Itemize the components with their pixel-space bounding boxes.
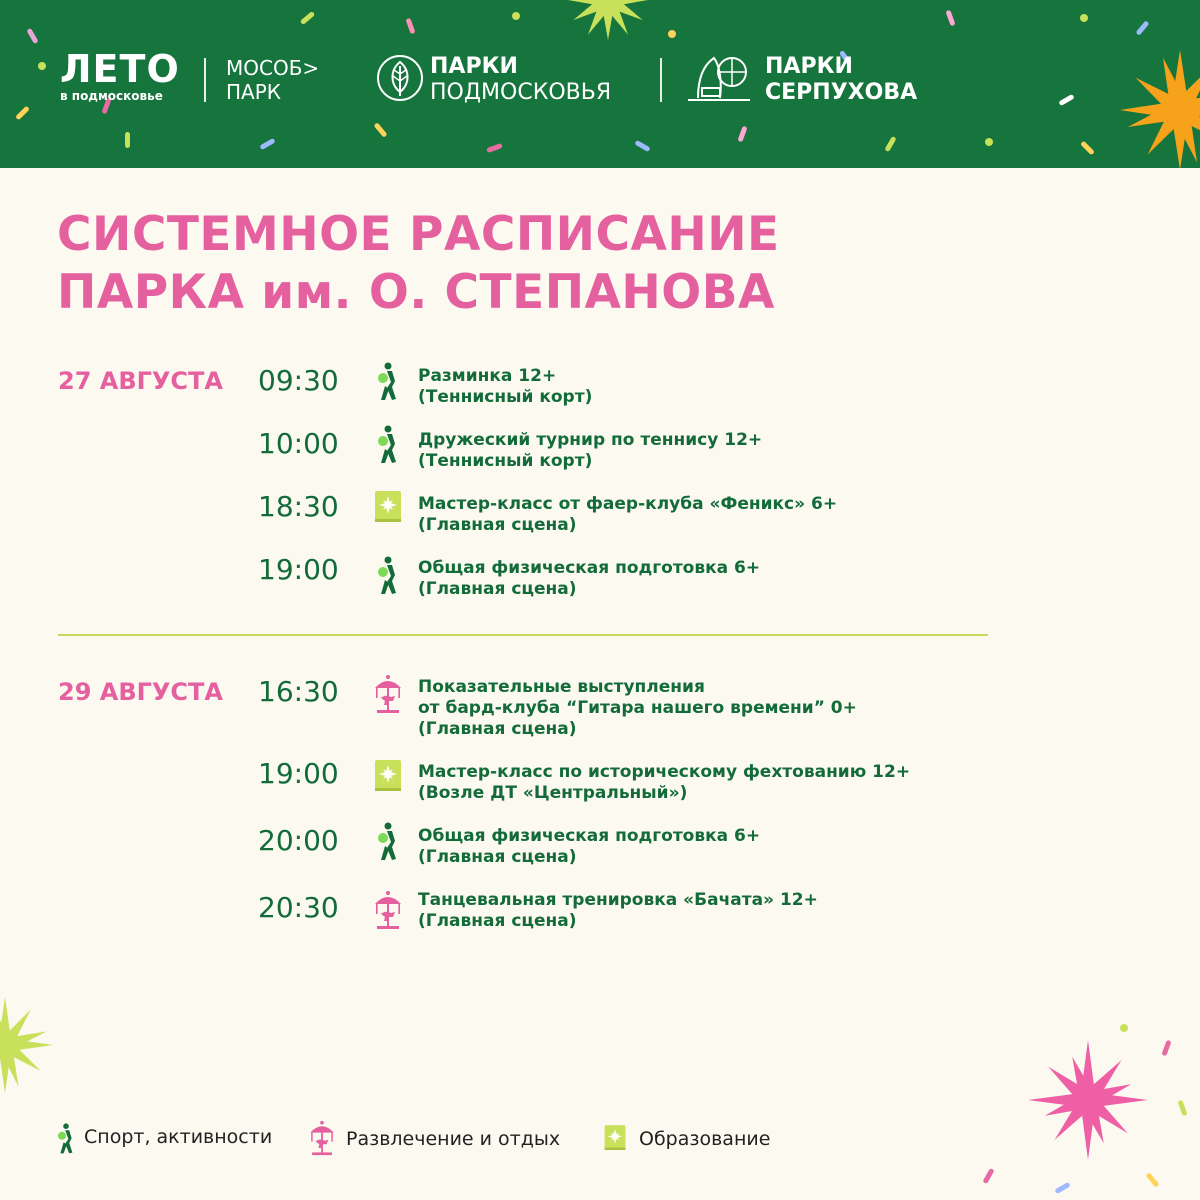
education-icon (373, 487, 403, 527)
confetti (300, 11, 315, 25)
event-time: 10:00 (258, 427, 339, 460)
confetti (1161, 1040, 1171, 1057)
parki-podmoskovya-line2: ПОДМОСКОВЬЯ (430, 80, 612, 105)
event-time: 20:00 (258, 824, 339, 857)
event-title: Разминка 12+ (418, 366, 557, 386)
confetti-dot (1120, 1024, 1128, 1032)
event-location: (Главная сцена) (418, 579, 577, 599)
leaf-icon (376, 54, 424, 102)
confetti (405, 18, 415, 35)
entertainment-icon (373, 674, 403, 714)
event-time: 18:30 (258, 490, 339, 523)
legend-education (603, 1122, 803, 1156)
event-description (418, 762, 910, 804)
confetti-dot (512, 12, 520, 20)
confetti (259, 138, 275, 150)
ferris-wheel-icon (686, 52, 752, 104)
event-title-cont: от бард-клуба “Гитара нашего времени” 0+ (418, 698, 857, 718)
sport-icon (54, 1122, 78, 1156)
event-title: Дружеский турнир по теннису 12+ (418, 430, 763, 450)
page-title-line1: СИСТЕМНОЕ РАСПИСАНИЕ (57, 207, 780, 262)
event-description (418, 677, 857, 740)
sport-icon (373, 822, 403, 862)
leto-logo-title: ЛЕТО (60, 47, 180, 91)
confetti (373, 122, 387, 137)
education-icon (373, 756, 403, 796)
event-description (418, 494, 837, 536)
event-title: Мастер-класс по историческому фехтованию 12+ (418, 762, 911, 782)
confetti (125, 132, 130, 148)
entertainment-icon (308, 1120, 336, 1156)
event-time: 19:00 (258, 553, 339, 586)
event-title: Общая физическая подготовка 6+ (418, 826, 761, 846)
event-location: (Главная сцена) (418, 847, 577, 867)
star-decoration (548, 0, 668, 60)
date-label: 27 АВГУСТА (58, 367, 223, 395)
event-location: (Возле ДТ «Центральный») (418, 783, 688, 803)
parki-podmoskovya-line1: ПАРКИ (430, 54, 518, 79)
star-decoration (1018, 1030, 1158, 1170)
education-icon (603, 1122, 627, 1154)
page-title-line2: ПАРКА им. О. СТЕПАНОВА (57, 265, 775, 320)
confetti (486, 143, 503, 153)
event-time: 19:00 (258, 757, 339, 790)
event-description (418, 366, 592, 408)
confetti-dot (985, 138, 993, 146)
event-title: Показательные выступления (418, 677, 705, 697)
confetti (737, 126, 747, 143)
confetti (1177, 1100, 1187, 1117)
legend-entertainment (308, 1122, 578, 1156)
confetti (884, 136, 896, 152)
event-location: (Теннисный корт) (418, 387, 593, 407)
divider (660, 58, 662, 102)
mosoblpark-line1: МОСОБ> (226, 56, 320, 80)
confetti-dot (38, 62, 46, 70)
event-description (418, 826, 760, 868)
mosoblpark-line2: ПАРК (226, 80, 281, 104)
event-description (418, 558, 760, 600)
star-decoration (0, 990, 70, 1100)
event-location: (Главная сцена) (418, 515, 577, 535)
event-time: 09:30 (258, 364, 339, 397)
confetti (1058, 94, 1074, 106)
event-time: 20:30 (258, 891, 339, 924)
parki-serpukhova-logo (765, 54, 917, 106)
confetti (1054, 1182, 1070, 1194)
header-banner (0, 0, 1200, 168)
event-title: Мастер-класс от фаер-клуба «Феникс» 6+ (418, 494, 838, 514)
event-location: (Главная сцена) (418, 719, 577, 739)
entertainment-icon (373, 890, 403, 930)
confetti (1145, 1172, 1159, 1187)
confetti (634, 140, 650, 152)
event-location: (Теннисный корт) (418, 451, 593, 471)
mosoblpark-logo (226, 56, 319, 104)
event-title: Общая физическая подготовка 6+ (418, 558, 761, 578)
confetti (15, 106, 30, 121)
legend-education-label: Образование (639, 1128, 771, 1150)
leto-logo-subtitle: в подмосковье (60, 89, 163, 103)
page-title (57, 206, 780, 322)
confetti (26, 28, 38, 44)
confetti-dot (668, 30, 676, 38)
legend-sport (54, 1122, 284, 1156)
legend-sport-label: Спорт, активности (84, 1126, 273, 1148)
event-title: Танцевальная тренировка «Бачата» 12+ (418, 890, 818, 910)
event-location: (Главная сцена) (418, 911, 577, 931)
confetti (982, 1168, 994, 1184)
sport-icon (373, 362, 403, 402)
day-separator (58, 634, 988, 636)
parki-serpukhova-line2: СЕРПУХОВА (765, 80, 918, 105)
parki-podmoskovya-logo (430, 54, 611, 106)
confetti-dot (1080, 14, 1088, 22)
confetti (945, 10, 955, 27)
confetti (1080, 141, 1095, 156)
event-time: 16:30 (258, 675, 339, 708)
event-description (418, 890, 818, 932)
parki-serpukhova-line1: ПАРКИ (765, 54, 853, 79)
sport-icon (373, 556, 403, 596)
event-description (418, 430, 762, 472)
star-decoration (1100, 30, 1200, 168)
sport-icon (373, 425, 403, 465)
legend-entertainment-label: Развлечение и отдых (346, 1128, 561, 1150)
date-label: 29 АВГУСТА (58, 678, 223, 706)
divider (204, 58, 206, 102)
